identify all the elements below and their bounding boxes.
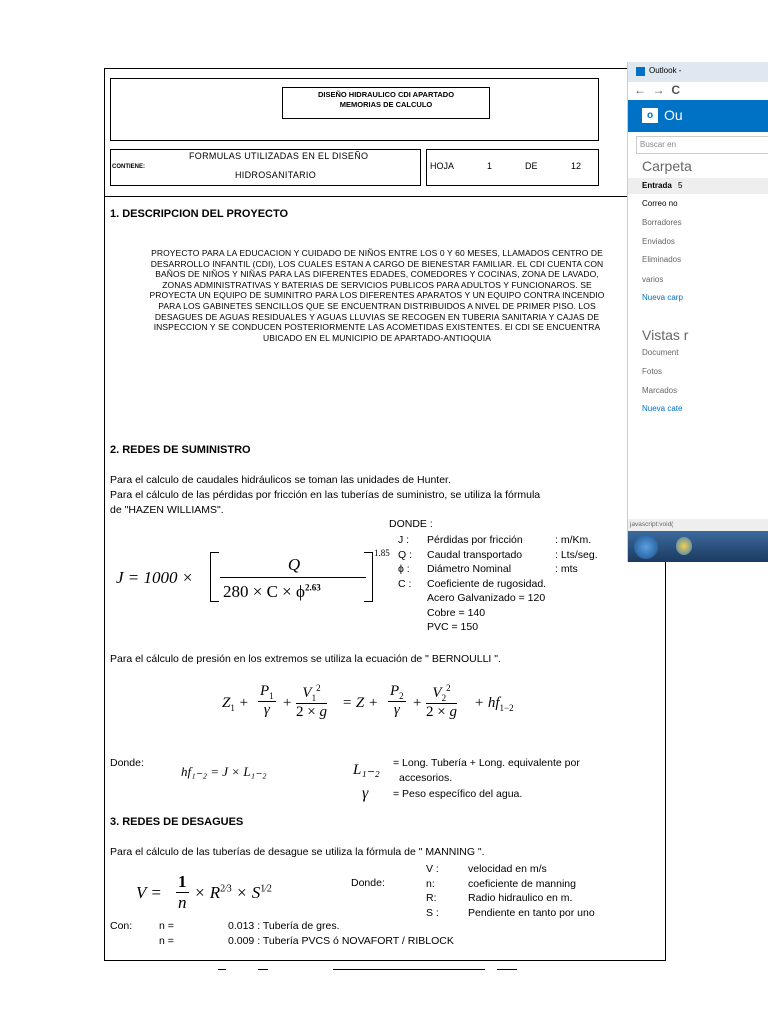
hazen-williams-formula [116,548,390,606]
hoja-label: HOJA [430,161,455,171]
section3-title: 3. REDES DE DESAGUES [110,816,244,828]
views-title: Vistas r [642,327,689,343]
outlook-window [627,62,768,562]
view-marcados[interactable]: Marcados [642,386,678,395]
title-line1: DISEÑO HIDRAULICO CDI APARTADO [317,90,455,99]
contiene-line1: FORMULAS UTILIZADAS EN EL DISEÑO [189,151,369,161]
mvar-sym: S : [426,906,439,919]
var-desc: Coeficiente de rugosidad. [427,577,547,590]
var-row [398,533,613,548]
de-label: DE [525,161,538,171]
section2-title: 2. REDES DE SUMINISTRO [110,444,251,456]
var-sym: Q : [398,548,413,561]
bernoulli-text: Para el cálculo de presión en los extremos se utiliza la ecuación de " BERNOULLI ". [110,653,501,665]
browser-tab-bar[interactable] [628,62,768,82]
start-button-icon[interactable] [634,535,658,559]
var-unit: : m/Km. [555,534,592,546]
hw-den-text: 280 × C × ϕ [223,582,305,601]
l-symbol: L₁₋₂ [353,762,380,778]
stray-line [497,969,517,970]
outlook-tab-icon [636,67,645,76]
stray-line [258,969,268,970]
stray-line [333,969,485,970]
outlook-header [628,100,768,132]
title-line2: MEMORIAS DE CALCULO [339,100,433,109]
ie-taskbar-icon[interactable] [676,537,692,555]
folder-label: Entrada [642,181,672,190]
var-sym: J : [398,534,410,546]
mvar-sym: R: [426,892,437,904]
hw-lhs: J = 1000 × [116,568,194,587]
sheet-box [426,149,599,186]
hw-exp: 1.85 [374,548,390,558]
folder-correo[interactable]: Correo no [642,199,678,208]
c-value: Cobre = 140 [427,606,486,619]
header-divider [104,196,666,197]
new-category-link[interactable]: Nueva cate [642,404,683,413]
var-row [398,562,613,577]
outlook-logo-icon: o [642,108,658,123]
n-value: 0.009 : Tubería PVCS ó NOVAFORT / RIBLOCK [228,935,454,947]
c-value: PVC = 150 [427,621,479,633]
total-pages: 12 [571,161,582,171]
hf-formula: hf₁₋₂ = J × L₁₋₂ [181,764,267,779]
section2-p3: de "HAZEN WILLIAMS". [110,504,224,516]
l-desc: = Long. Tubería + Long. equivalente por [393,757,580,769]
var-row [398,577,613,592]
gamma-desc: = Peso específico del agua. [393,788,523,800]
var-unit: : Lts/seg. [555,548,598,561]
mvar-sym: n: [426,877,435,890]
hw-den-exp: 2.63 [304,582,321,593]
section1-title: 1. DESCRIPCION DEL PROYECTO [110,208,289,220]
c-value: Acero Galvanizado = 120 [427,592,546,604]
section2-p1: Para el calculo de caudales hidráulicos se toman las unidades de Hunter. [110,474,451,486]
contiene-line2: HIDROSANITARIO [235,170,317,180]
title-box [282,87,490,119]
var-desc: Pérdidas por fricción [427,534,523,546]
manning-vars [426,862,616,920]
folder-enviados[interactable]: Enviados [642,237,675,246]
hw-num: Q [287,555,301,574]
con-label: Con: [110,920,133,932]
folder-borradores[interactable]: Borradores [642,218,682,227]
donde2-label: Donde: [110,757,144,769]
bracket-left [210,552,219,602]
manning-var-row [426,877,616,892]
section1-text: PROYECTO PARA LA EDUCACION Y CUIDADO DE NIÑOS ENTRE LOS 0 Y 60 MESES, LLAMADOS CENTRO DE DESARROLLO INFANTIL (CDI), LOS CUALES ESTAN A CARGO DE BIENESTAR FAMILIAR. EL CDI CUENTA CON BAÑOS DE NIÑOS Y NIÑAS PARA LAS DIFERENTES EDADES, COMEDORES Y COCINAS, ZONA DE LAVADO, ZONAS ADMINISTRATIVAS Y BATERIAS DE SERVICIOS PUBLICOS PARA ADULTOS Y FUNCIONAROS. SE PROYECTA UN EQUIPO DE SUMINITRO PARA LOS DIFERENTES APARATOS Y UN EQUIPO CONTRA INCENDIO PARA LOS GABINETES SENCILLOS QUE SE ENCUENTRAN DISTRIBUIDOS A NIVEL DE PRIMER PISO. LOS DESAGUES DE AGUAS RESIDUALES Y AGUAS LLUVIAS SE RECOGEN EN TUBERIA SANITARIA Y CAJAS DE INSPECCION Y SE CONDUCEN POSTERIORMENTE LAS ACOMETIDAS EXISTENTES. El CDI SE ENCUENTRA UBICADO EN EL MUNICIPIO DE APARTADO-ANTIOQUIA [149,248,605,343]
taskbar [628,531,768,562]
folder-varios[interactable]: varios [642,275,664,284]
manning-formula: V = $\frac{1}{n}$ × $R^{2⁄3} \times S^{1⁄2}$ [136,872,272,912]
status-bar: javascript:void( [628,519,768,531]
mvar-desc: Pendiente en tanto por uno [468,906,595,919]
new-folder-link[interactable]: Nueva carp [642,293,683,302]
n-label: n = [159,920,174,932]
folder-eliminados[interactable]: Eliminados [642,255,682,264]
folder-entrada[interactable] [628,178,768,194]
folder-count: 5 [678,181,683,190]
manning-var-row [426,891,616,906]
view-documentos[interactable]: Document [642,348,679,357]
var-desc: Diámetro Nominal [427,563,512,575]
var-desc: Caudal transportado [427,548,523,561]
search-input[interactable]: Buscar en [636,136,768,154]
bracket-right [364,552,373,602]
donde-label: DONDE : [389,518,433,530]
mvar-desc: coeficiente de manning [468,877,576,890]
mvar-sym: V : [426,863,439,875]
var-row [398,548,613,563]
view-fotos[interactable]: Fotos [642,367,663,376]
gamma-symbol: γ [362,785,369,802]
stray-line [218,969,226,970]
hw-den [223,582,321,602]
n-label: n = [159,935,174,947]
mvar-desc: Radio hidraulico en m. [468,892,573,904]
section2-p2: Para el cálculo de las pérdidas por fricción en las tuberías de suministro, se utiliza la fórmula [110,489,541,501]
tab-title: Outlook - [649,66,682,75]
var-sym: C : [398,577,412,590]
contiene-label: CONTIENE: [112,164,145,170]
outlook-brand: Ou [664,107,683,123]
l-desc2: accesorios. [399,772,453,784]
bernoulli-equation: $Z_1$ + $\frac{P_1}{\gamma}$ + $\frac{V_1^2}{2 \times g}$ = Z + $\frac{P_2}{\gamma}$ + $\frac{V_2^2}{2 \times g}$ + $hf_{1-2}$ [222,683,514,720]
hoja-num: 1 [487,161,493,171]
folders-title: Carpeta [642,158,692,174]
variables-list [398,533,613,635]
section3-p1: Para el cálculo de las tuberías de desague se utiliza la fórmula de " MANNING ". [110,846,485,858]
var-sym: ϕ : [398,563,410,575]
fraction-bar [220,577,366,578]
contiene-box [110,149,421,186]
manning-donde: Donde: [351,877,385,889]
n-value: 0.013 : Tubería de gres. [228,920,340,932]
manning-var-row [426,862,616,877]
mvar-desc: velocidad en m/s [468,863,547,875]
var-unit: : mts [555,563,578,575]
nav-arrows[interactable]: ← → C [634,83,681,97]
manning-var-row [426,906,616,921]
